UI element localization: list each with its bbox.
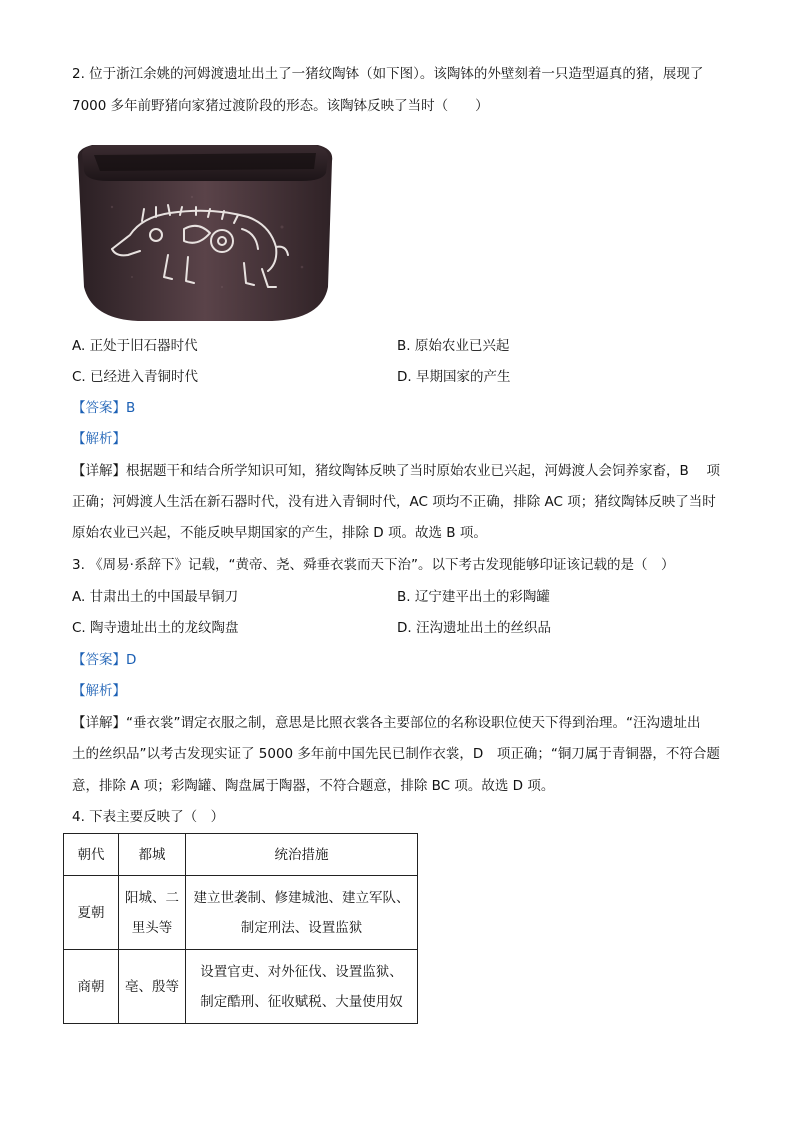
q2-option-c: C. 已经进入青铜时代 [72,369,199,385]
cell-measures [186,950,418,1024]
table-row [64,950,418,1024]
q3-option-d: D. 汪沟遗址出土的丝织品 [397,620,551,636]
dynasty-table [63,833,418,1024]
cell-capital-line: 亳、殷等 [125,978,179,995]
header-measures: 统治措施 [186,834,418,876]
cell-capital [119,876,186,950]
cell-capital [119,950,186,1024]
q2-analysis-heading: 【解析】 [72,431,126,447]
q3-detail-line2: 土的丝织品”以考古发现实证了 5000 多年前中国先民已制作衣裳，D 项正确；“铜刀属于青铜器，不符合题 [72,746,720,762]
cell-measures-line: 制定刑法、设置监狱 [240,919,363,936]
q2-answer: 【答案】B [72,400,136,416]
table-header-row [64,834,418,876]
cell-measures-line: 设置官吏、对外征伐、设置监狱、 [200,963,403,980]
q3-option-b: B. 辽宁建平出土的彩陶罐 [397,589,550,605]
cell-measures [186,876,418,950]
header-capital: 都城 [119,834,186,876]
q2-stem-line2: 7000 多年前野猪向家猪过渡阶段的形态。该陶钵反映了当时（ ） [72,98,489,114]
q3-detail-line3: 意，排除 A 项；彩陶罐、陶盘属于陶器，不符合题意，排除 BC 项。故选 D 项。 [72,778,555,794]
header-dynasty: 朝代 [64,834,119,876]
cell-dynasty: 商朝 [64,950,119,1024]
q3-answer: 【答案】D [72,652,137,668]
q2-detail-line1: 【详解】根据题干和结合所学知识可知，猪纹陶钵反映了当时原始农业已兴起，河姆渡人会饲养家畜，B 项 [72,463,721,479]
q2-detail-line2: 正确；河姆渡人生活在新石器时代，没有进入青铜时代，AC 项均不正确，排除 AC 项；猪纹陶钵反映了当时 [72,494,716,510]
q3-analysis-heading: 【解析】 [72,683,126,699]
q3-stem: 3. 《周易·系辞下》记载，“黄帝、尧、舜垂衣裳而天下治”。以下考古发现能够印证该记载的是（ ） [72,557,675,573]
cell-measures-line: 制定酷刑、征收赋税、大量使用奴 [200,993,403,1010]
q2-option-b: B. 原始农业已兴起 [397,338,510,354]
cell-capital-line: 阳城、二 [125,889,179,906]
q2-option-d: D. 早期国家的产生 [397,369,511,385]
cell-dynasty: 夏朝 [64,876,119,950]
table-row [64,876,418,950]
q2-option-a: A. 正处于旧石器时代 [72,338,198,354]
q4-stem: 4. 下表主要反映了（ ） [72,809,225,825]
q3-option-c: C. 陶寺遗址出土的龙纹陶盘 [72,620,239,636]
q2-stem-line1: 2. 位于浙江余姚的河姆渡遗址出土了一猪纹陶钵（如下图）。该陶钵的外壁刻着一只造型逼真的猪，展现了 [72,66,704,82]
cell-measures-line: 建立世袭制、修建城池、建立军队、 [193,889,410,906]
cell-capital-line: 里头等 [131,919,173,936]
q3-detail-line1: 【详解】“垂衣裳”谓定衣服之制，意思是比照衣裳各主要部位的名称设职位使天下得到治理。“汪沟遗址出 [72,715,701,731]
q2-detail-line3: 原始农业已兴起，不能反映早期国家的产生，排除 D 项。故选 B 项。 [72,525,487,541]
q3-option-a: A. 甘肃出土的中国最早铜刀 [72,589,239,605]
pig-pottery-bowl-photo [72,137,338,325]
